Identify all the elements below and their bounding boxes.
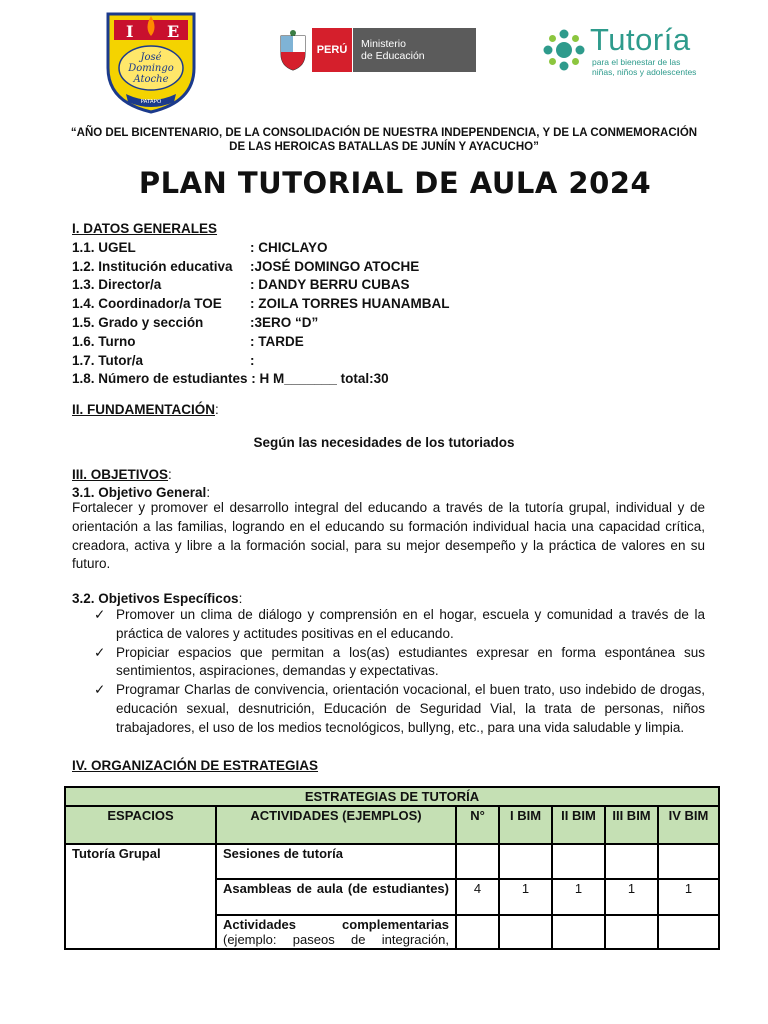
list-item-text: Programar Charlas de convivencia, orientación vocacional, el buen trato, uso indebido de drogas, educación sexual, desnutrición, Educación de Seguridad Vial, la trata de personas, niños trabajadores, el uso de los medios tecnológicos, bullyng, etc., para una vida saludable y limpia.: [116, 682, 705, 735]
list-item: [94, 644, 705, 682]
objetivos-especificos-list: [94, 606, 705, 738]
year-title-line-2: DE LAS HEROICAS BATALLAS DE JUNÍN Y AYACUCHO”: [229, 141, 539, 153]
tutoria-word: Tutoría: [590, 22, 691, 57]
datos-generales: [72, 220, 450, 389]
datos-row: [72, 314, 389, 333]
crest-name-2: Domingo: [128, 63, 174, 74]
datos-heading: I. DATOS GENERALES: [72, 221, 218, 236]
datos-label: 1.6. Turno: [72, 333, 136, 349]
school-crest-logo: [104, 10, 198, 114]
year-title-line-1: “AÑO DEL BICENTENARIO, DE LA CONSOLIDACIÓN DE NUESTRA INDEPENDENCIA, Y DE LA CONMEMORACIÓN: [70, 127, 698, 139]
list-item-text: Promover un clima de diálogo y comprensión en el hogar, escuela y comunidad a través de la práctica de valores y actitudes positivas en el educando.: [116, 607, 705, 641]
datos-value: :: [250, 352, 255, 368]
crest-name-1: José: [140, 52, 162, 63]
bim-cell: [605, 915, 658, 949]
peru-shield-icon: [276, 28, 310, 72]
estrategias-heading: IV. ORGANIZACIÓN DE ESTRATEGIAS: [72, 758, 319, 773]
column-header: II BIM: [552, 806, 605, 844]
activity-main: Actividades complementarias: [223, 917, 449, 932]
datos-value: :3ERO “D”: [250, 314, 319, 330]
datos-label: 1.5. Grado y sección: [72, 314, 204, 330]
bim-cell: 1: [605, 879, 658, 915]
bim-cell: 1: [658, 879, 719, 915]
n-cell: [456, 844, 499, 879]
column-header: N°: [456, 806, 499, 844]
objetivo-general-heading: [72, 485, 210, 500]
activity-cell: [216, 879, 456, 915]
peru-label: PERÚ: [312, 28, 352, 72]
datos-row: [72, 295, 450, 314]
datos-row: [72, 258, 420, 277]
activity-main: Asambleas de aula (de estudiantes): [223, 881, 449, 896]
bim-cell: [605, 844, 658, 879]
datos-label: 1.4. Coordinador/a TOE: [72, 296, 222, 312]
tutoria-dots-icon: [540, 26, 588, 74]
datos-label: 1.1. UGEL: [72, 239, 136, 255]
datos-label: 1.2. Institución educativa: [72, 258, 233, 274]
bim-cell: 1: [552, 879, 605, 915]
objetivos-especificos-colon: :: [238, 591, 243, 606]
table-title-row: [65, 787, 719, 806]
activity-rest: (ejemplo: paseos de integración,: [223, 932, 449, 947]
crest-name-3: Atoche: [133, 74, 169, 85]
list-item: [94, 681, 705, 737]
datos-label: 1.3. Director/a: [72, 277, 162, 293]
estrategias-table: [64, 786, 720, 950]
bim-cell: [658, 915, 719, 949]
crest-initial-right: E: [167, 22, 180, 41]
datos-row: [72, 352, 389, 371]
bim-cell: [552, 844, 605, 879]
fundamentacion-text: Según las necesidades de los tutoriados: [253, 435, 515, 450]
space-cell: Tutoría Grupal: [65, 844, 216, 949]
bim-cell: [552, 915, 605, 949]
n-cell: [456, 915, 499, 949]
list-item: [94, 606, 705, 644]
n-cell: 4: [456, 879, 499, 915]
datos-value: : TARDE: [250, 333, 304, 349]
column-header: ESPACIOS: [65, 806, 216, 844]
bim-cell: [499, 844, 552, 879]
column-header: III BIM: [605, 806, 658, 844]
tagline-line-1: para el bienestar de las: [592, 57, 681, 67]
checkmark-icon: ✓: [94, 644, 106, 660]
bim-cell: [499, 915, 552, 949]
objetivos-title: III. OBJETIVOS: [72, 467, 169, 482]
ministry-line-1: Ministerio: [361, 38, 406, 50]
table-row: [65, 844, 719, 879]
objetivo-general-text: Fortalecer y promover el desarrollo integral del educando a través de la tutoría grupal, individual y de orientación a las familias, logrando en el educando su formación individual hacia una capacidad crítica, creadora, activa y libre a la formación social, para su mejor desempeño y la práctica de valores en su futuro.: [72, 500, 705, 572]
list-item-text: Propiciar espacios que permitan a los(as) estudiantes expresar en forma espontánea sus sentimientos, aspiraciones, demandas y expectativas.: [116, 644, 705, 679]
column-header: ACTIVIDADES (EJEMPLOS): [216, 806, 456, 844]
datos-row: [72, 239, 389, 258]
table-title: ESTRATEGIAS DE TUTORÍA: [65, 787, 719, 806]
datos-value: : CHICLAYO: [250, 239, 328, 255]
ministry-logo: [276, 28, 476, 72]
tagline-line-2: niñas, niños y adolescentes: [592, 67, 697, 77]
column-header: I BIM: [499, 806, 552, 844]
datos-value: : DANDY BERRU CUBAS: [250, 277, 410, 293]
column-header: IV BIM: [658, 806, 719, 844]
objetivos-especificos-title: 3.2. Objetivos Específicos: [72, 591, 239, 606]
crest-initial-left: I: [126, 22, 134, 41]
tutoria-tagline: [592, 57, 712, 77]
page-title: PLAN TUTORIAL DE AULA 2024: [138, 166, 652, 200]
tutoria-logo: [540, 22, 710, 82]
objetivo-general-colon: :: [206, 485, 211, 500]
fundamentacion-title: II. FUNDAMENTACIÓN: [72, 402, 215, 417]
crest-banner: PATAPO: [140, 99, 162, 105]
objetivos-colon: :: [168, 467, 172, 482]
datos-value: : ZOILA TORRES HUANAMBAL: [250, 296, 450, 312]
activity-cell: [216, 844, 456, 879]
objetivo-general-title: 3.1. Objetivo General: [72, 485, 207, 500]
ministry-line-2: de Educación: [361, 50, 425, 62]
datos-row: [72, 276, 410, 295]
objetivos-especificos-heading: [72, 591, 242, 606]
year-title: [40, 126, 728, 154]
fundamentacion-heading: [72, 402, 219, 417]
bim-cell: 1: [499, 879, 552, 915]
checkmark-icon: ✓: [94, 682, 106, 698]
datos-row: [72, 333, 389, 352]
datos-value: :JOSÉ DOMINGO ATOCHE: [250, 258, 420, 274]
bim-cell: [658, 844, 719, 879]
activity-cell: [216, 915, 456, 949]
fundamentacion-colon: :: [215, 402, 219, 417]
datos-label: 1.7. Tutor/a: [72, 352, 144, 368]
students-line: 1.8. Número de estudiantes : H M_______ total:30: [72, 371, 389, 387]
table-header-row: [65, 806, 719, 844]
ministry-name: [353, 28, 476, 72]
checkmark-icon: ✓: [94, 607, 106, 622]
activity-main: Sesiones de tutoría: [223, 846, 343, 861]
objetivos-heading: [72, 467, 172, 482]
